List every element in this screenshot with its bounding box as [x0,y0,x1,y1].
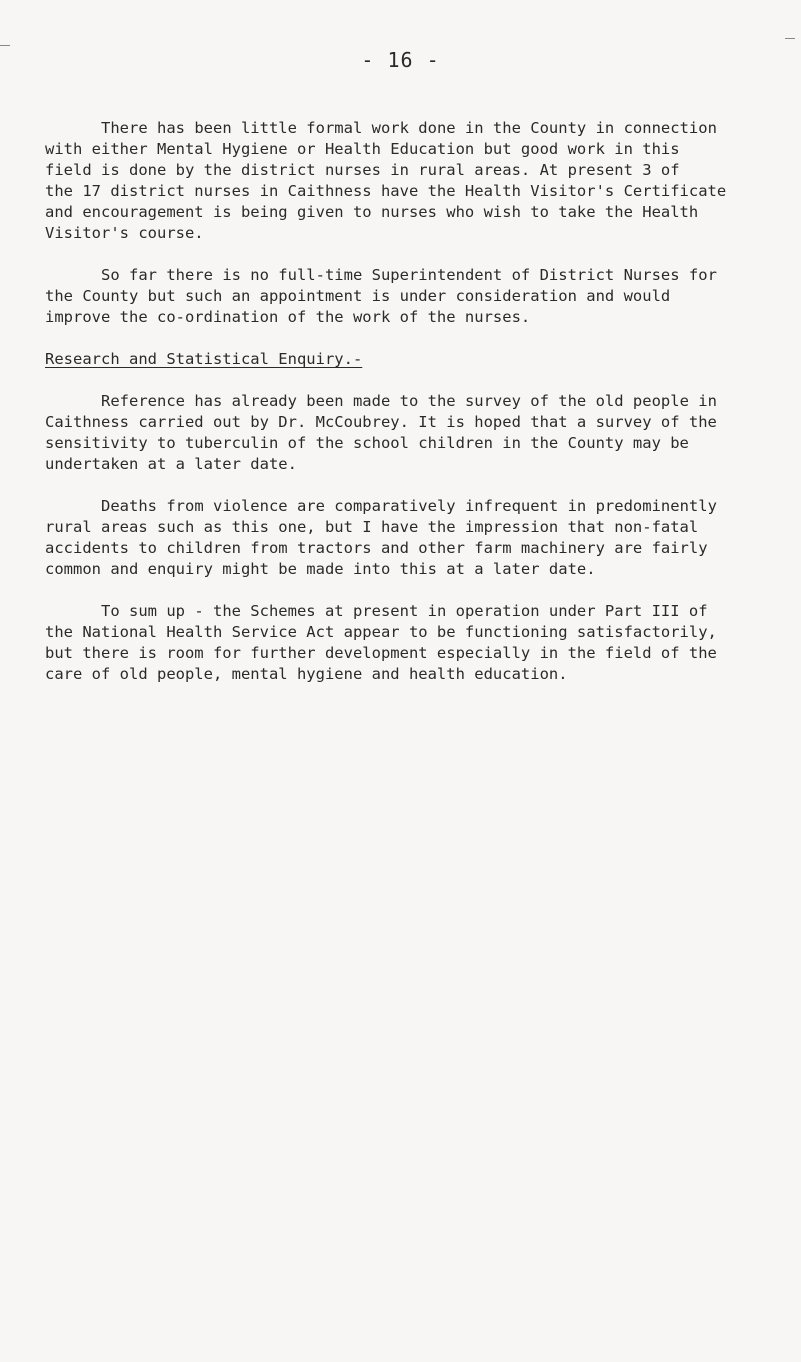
text-line: but there is room for further development especially in the field of the [45,644,717,662]
scan-mark [0,45,10,46]
paragraph-survey [45,391,775,475]
text-line: Deaths from violence are comparatively infrequent in predominently [101,497,717,515]
paragraph-superintendent [45,265,775,328]
text-line: care of old people, mental hygiene and health education. [45,665,568,683]
text-line: and encouragement is being given to nurses who wish to take the Health [45,203,699,221]
text-line: rural areas such as this one, but I have the impression that non-fatal [45,518,699,536]
text-line: accidents to children from tractors and other farm machinery are fairly [45,539,708,557]
text-line: common and enquiry might be made into this at a later date. [45,560,596,578]
paragraph-health-education [45,118,775,244]
text-line: sensitivity to tuberculin of the school children in the County may be [45,434,689,452]
paragraph-accidents [45,496,775,580]
text-line: field is done by the district nurses in rural areas. At present 3 of [45,161,680,179]
text-line: undertaken at a later date. [45,455,297,473]
text-line: the 17 district nurses in Caithness have the Health Visitor's Certificate [45,182,727,200]
document-body [45,118,775,706]
scan-mark [785,38,795,39]
text-line: Caithness carried out by Dr. McCoubrey. It is hoped that a survey of the [45,413,717,431]
paragraph-summary [45,601,775,685]
text-line: the National Health Service Act appear to be functioning satisfactorily, [45,623,717,641]
text-line: Visitor's course. [45,224,204,242]
text-line: Reference has already been made to the survey of the old people in [101,392,717,410]
text-line: To sum up - the Schemes at present in operation under Part III of [101,602,708,620]
text-line: the County but such an appointment is under consideration and would [45,287,671,305]
text-line: So far there is no full-time Superintendent of District Nurses for [101,266,717,284]
text-line: There has been little formal work done in the County in connection [101,119,717,137]
text-line: improve the co-ordination of the work of the nurses. [45,308,531,326]
section-heading: Research and Statistical Enquiry.- [45,350,363,368]
page-number: - 16 - [361,48,440,72]
text-line: with either Mental Hygiene or Health Education but good work in this [45,140,680,158]
